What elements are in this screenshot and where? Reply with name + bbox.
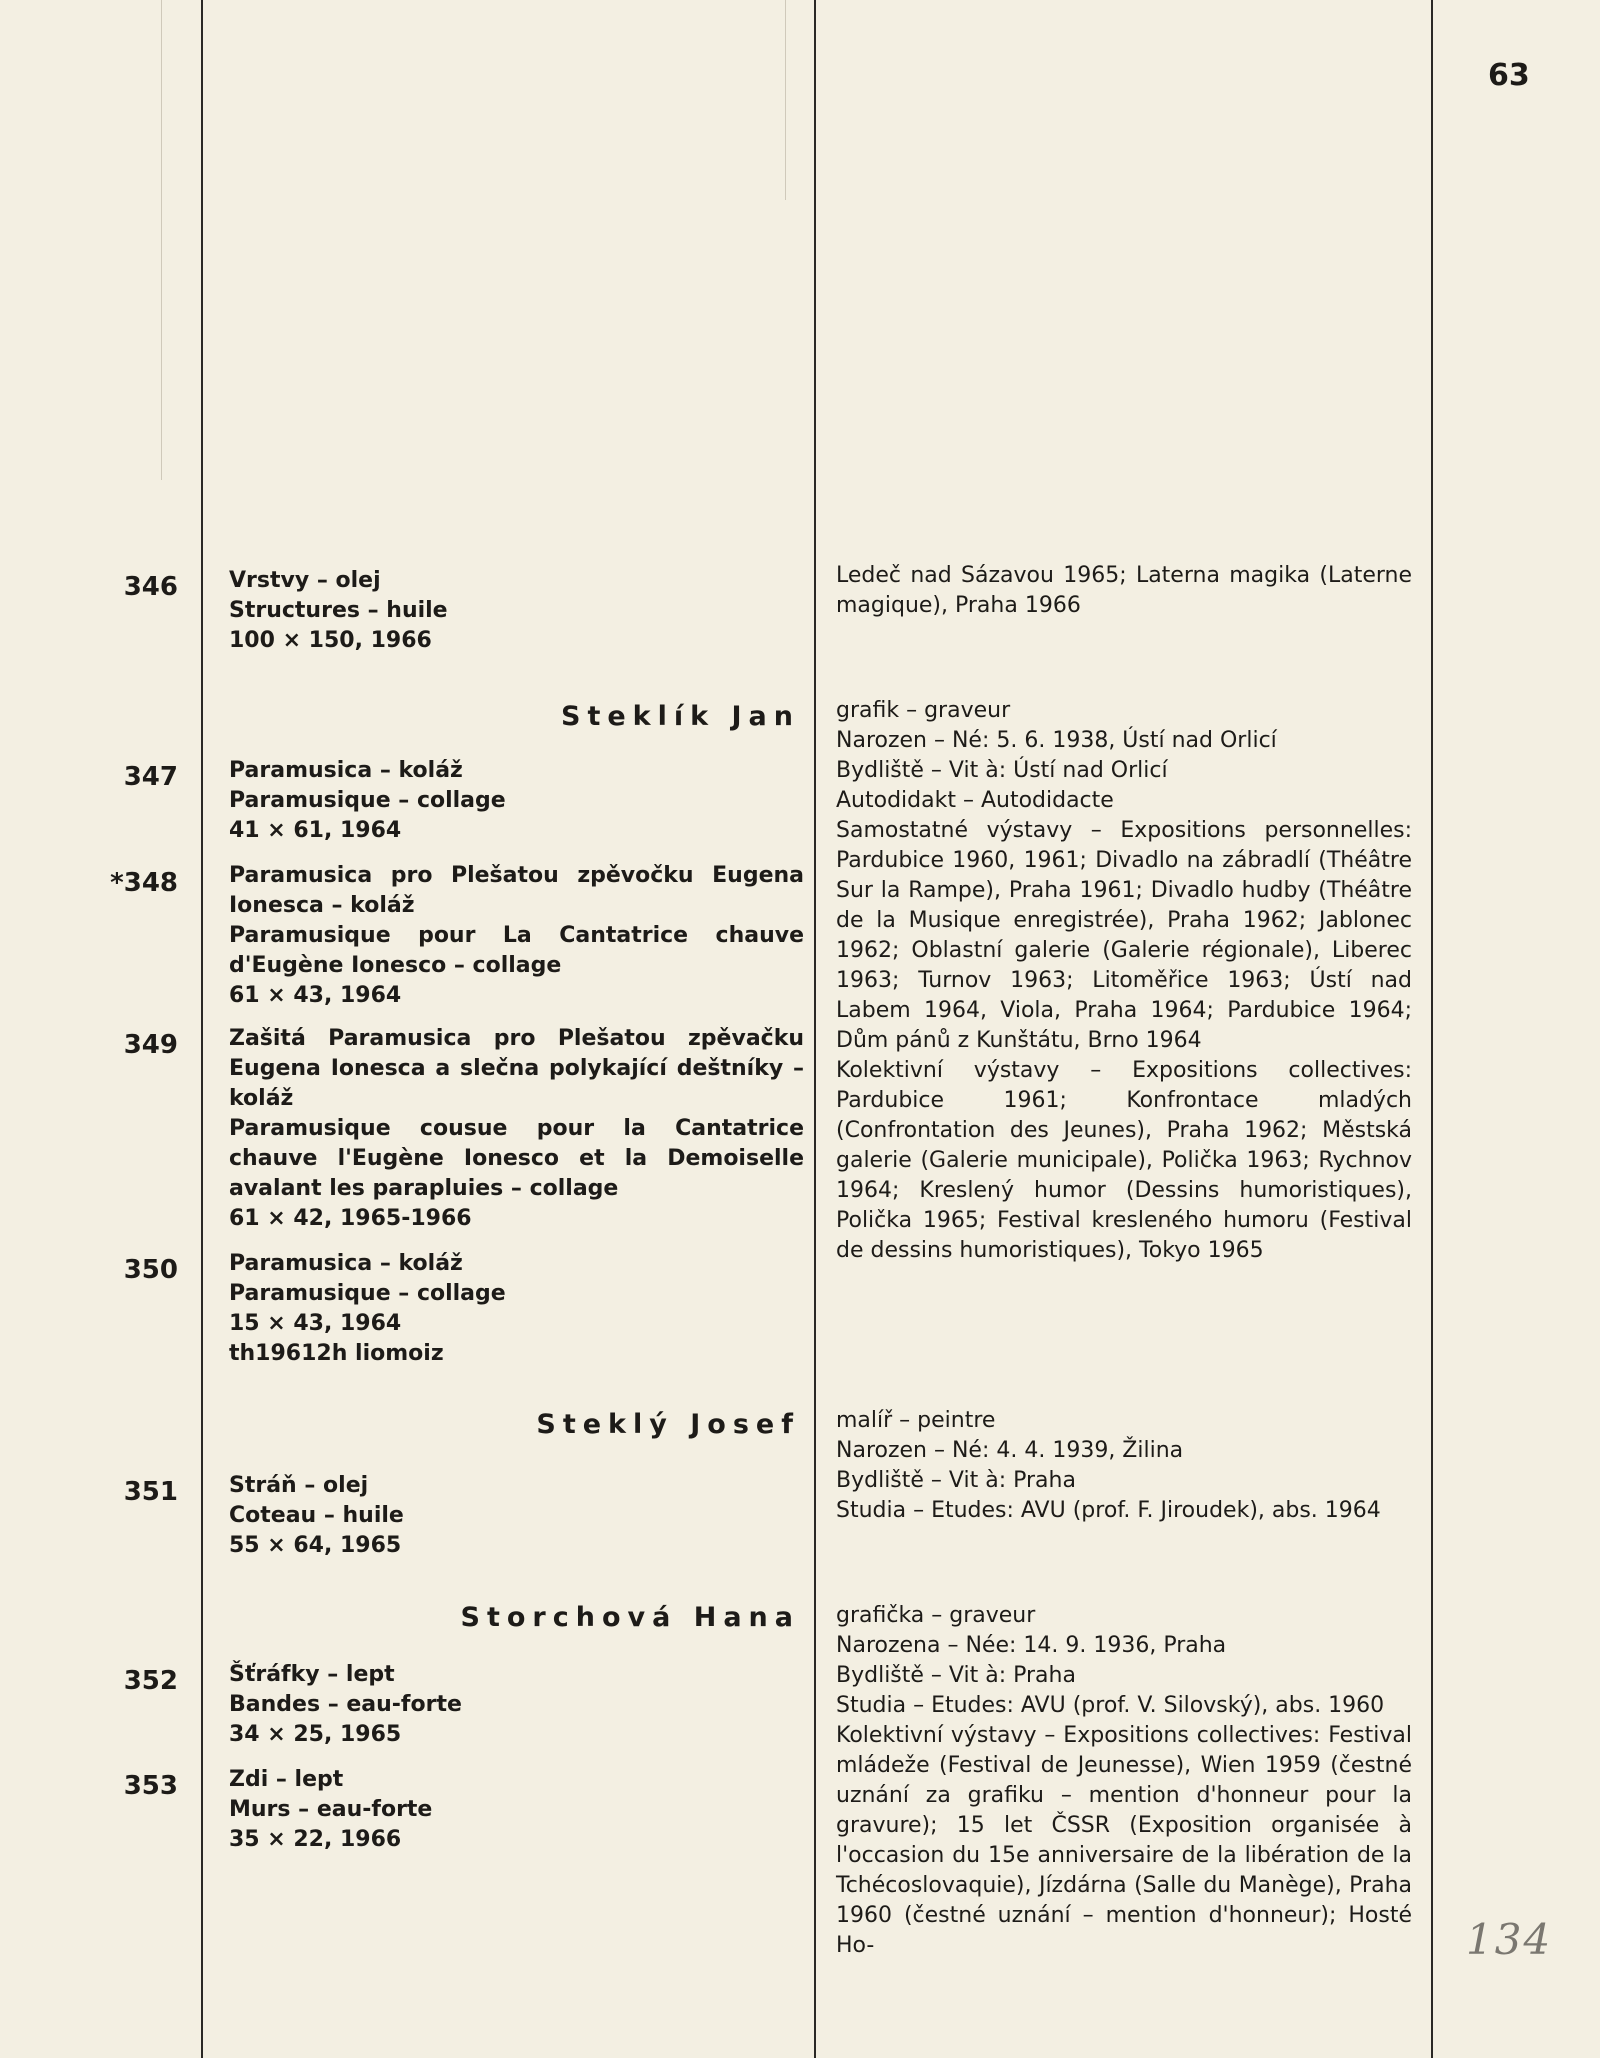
artist-name: Steklý Josef [536,1409,800,1440]
biography-storchova-hana [836,1601,1412,1961]
work-title-fr: Paramusique – collage [229,1281,506,1306]
catalogue-entry [229,1471,804,1561]
work-title-cz: Stráň – olej [229,1473,369,1498]
work-title-fr: Paramusique pour La Cantatrice chauve d'Eugène Ionesco – collage [229,923,804,978]
work-title-cz: Vrstvy – olej [229,568,381,593]
page-number: 63 [1488,58,1530,93]
column-rule-right [1431,0,1433,2058]
catalogue-number: 353 [123,1771,178,1801]
work-size: 34 × 25, 1965 [229,1722,402,1747]
work-title-cz: Zdi – lept [229,1767,344,1792]
work-size: 100 × 150, 1966 [229,628,432,653]
column-rule-middle [814,0,816,2058]
catalogue-entry [229,1249,804,1369]
bio-line: Narozen – Né: 4. 4. 1939, Žilina [836,1438,1184,1463]
work-title-cz: Paramusica – koláž [229,758,463,783]
catalogue-entry [229,861,804,1011]
show-through-line [785,0,786,200]
work-size: 55 × 64, 1965 [229,1533,402,1558]
work-title-fr: Structures – huile [229,598,448,623]
work-title-cz: Šťráfky – lept [229,1662,395,1687]
catalogue-number: 346 [123,572,178,602]
bio-line: Narozen – Né: 5. 6. 1938, Ústí nad Orlicí [836,728,1277,753]
biography-stekly-josef [836,1406,1412,1526]
biography-continued [836,561,1412,621]
bio-line: grafik – graveur [836,698,1011,723]
catalogue-entry [229,1024,804,1234]
work-size: 15 × 43, 1964 [229,1311,402,1336]
bio-line: Bydliště – Vit à: Praha [836,1468,1076,1493]
work-size: 35 × 22, 1966 [229,1827,402,1852]
work-size: 61 × 42, 1965-1966 [229,1206,472,1231]
artist-name: Storchová Hana [460,1602,800,1633]
bio-solo-exhibitions: Samostatné výstavy – Expositions personnelles: Pardubice 1960, 1961; Divadlo na zábradlí (Théâtre Sur la Rampe), Praha 1961; Divadlo hudby (Théâtre de la Musique enregistrée), Praha 1962; Jablonec 1962; Oblastní galerie (Galerie régionale), Liberec 1963; Turnov 1963; Litoměřice 1963; Ústí nad Labem 1964, Viola, Praha 1964; Pardubice 1964; Dům pánů z Kunštátu, Brno 1964 [836,818,1412,1053]
show-through-line [161,0,162,480]
bio-studies: Studia – Etudes: AVU (prof. V. Silovský), abs. 1960 [836,1693,1385,1718]
column-rule-left [201,0,203,2058]
work-title-fr: Coteau – huile [229,1503,404,1528]
work-size: 41 × 61, 1964 [229,818,402,843]
bio-studies: Studia – Etudes: AVU (prof. F. Jiroudek), abs. 1964 [836,1498,1381,1523]
catalogue-number: 352 [123,1666,178,1696]
catalogue-entry [229,756,804,846]
catalogue-number: 347 [123,762,178,792]
bio-line: Autodidakt – Autodidacte [836,788,1114,813]
bio-line: grafička – graveur [836,1603,1036,1628]
bio-group-exhibitions: Kolektivní výstavy – Expositions collectives: Festival mládeže (Festival de Jeunesse), Wien 1959 (čestné uznání za grafiku – mention d'honneur pour la gravure); 15 let ČSSR (Exposition organisée à l'occasion du 15e anniversaire de la libération de la Tchécoslovaquie), Jízdárna (Salle du Manège), Praha 1960 (čestné uznání – mention d'honneur); Hosté Ho- [836,1723,1412,1958]
work-note: th19612h liomoiz [229,1341,444,1366]
work-title-cz: Paramusica – koláž [229,1251,463,1276]
work-size: 61 × 43, 1964 [229,983,402,1008]
bio-line: Bydliště – Vit à: Ústí nad Orlicí [836,758,1168,783]
work-title-fr: Paramusique cousue pour la Cantatrice chauve l'Eugène Ionesco et la Demoiselle avalant les parapluies – collage [229,1116,804,1201]
work-title-cz: Paramusica pro Plešatou zpěvočku Eugena Ionesca – koláž [229,863,804,918]
catalogue-entry [229,1660,804,1750]
catalogue-entry [229,1765,804,1855]
catalogue-number: 350 [123,1255,178,1285]
catalogue-number: 351 [123,1477,178,1507]
bio-group-exhibitions: Kolektivní výstavy – Expositions collectives: Pardubice 1961; Konfrontace mladých (Confrontation des Jeunes), Praha 1962; Městská galerie (Galerie municipale), Polička 1963; Rychnov 1964; Kreslený humor (Dessins humoristiques), Polička 1965; Festival kresleného humoru (Festival de dessins humoristiques), Tokyo 1965 [836,1058,1412,1263]
bio-line: Narozena – Née: 14. 9. 1936, Praha [836,1633,1227,1658]
bio-paragraph: Ledeč nad Sázavou 1965; Laterna magika (Laterne magique), Praha 1966 [836,563,1412,618]
catalogue-number: *348 [110,868,178,898]
work-title-fr: Bandes – eau-forte [229,1692,462,1717]
artist-name: Steklík Jan [561,701,800,732]
bio-line: Bydliště – Vit à: Praha [836,1663,1076,1688]
work-title-fr: Murs – eau-forte [229,1797,433,1822]
biography-steklik-jan [836,696,1412,1266]
catalogue-number: 349 [123,1030,178,1060]
work-title-fr: Paramusique – collage [229,788,506,813]
catalogue-entry [229,566,804,656]
handwritten-page-mark: 134 [1466,1915,1553,1964]
bio-line: malíř – peintre [836,1408,996,1433]
work-title-cz: Zašitá Paramusica pro Plešatou zpěvačku Eugena Ionesca a slečna polykající deštníky – koláž [229,1026,804,1111]
